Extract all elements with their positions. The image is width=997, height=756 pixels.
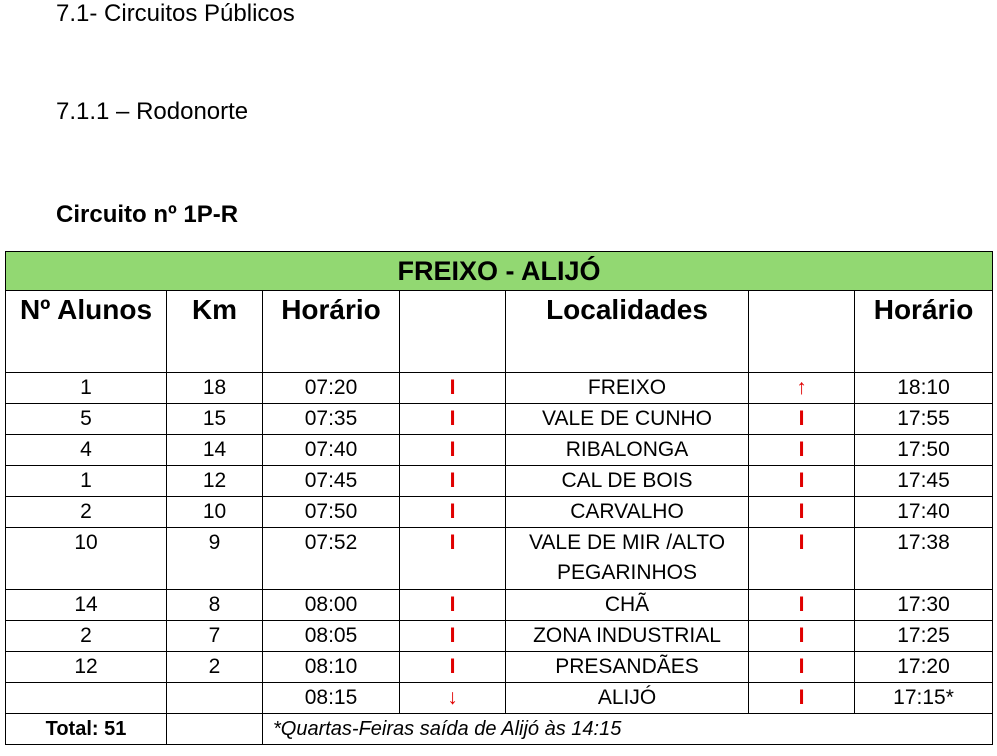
departure-time-cell: 07:35	[263, 404, 400, 435]
header-alunos: Nº Alunos	[6, 291, 167, 373]
departure-time-cell: 07:40	[263, 435, 400, 466]
alunos-cell: 2	[6, 621, 167, 652]
return-time-cell: 18:10	[855, 373, 993, 404]
alunos-cell: 12	[6, 652, 167, 683]
km-cell: 14	[167, 435, 263, 466]
km-cell: 9	[167, 528, 263, 590]
total-cell: Total: 51	[6, 714, 167, 745]
return-marker: I	[749, 528, 855, 590]
return-marker: I	[749, 497, 855, 528]
km-cell: 18	[167, 373, 263, 404]
header-blank-2	[749, 291, 855, 373]
locality-cell: CARVALHO	[506, 497, 749, 528]
table-row	[6, 683, 993, 714]
header-horario-volta: Horário	[855, 291, 993, 373]
km-cell: 15	[167, 404, 263, 435]
outbound-marker: I	[400, 373, 506, 404]
subsection-heading: 7.1.1 – Rodonorte	[56, 98, 249, 125]
km-cell: 2	[167, 652, 263, 683]
return-time-cell: 17:20	[855, 652, 993, 683]
circuit-heading: Circuito nº 1P-R	[56, 201, 239, 228]
table-row	[6, 652, 993, 683]
table-row	[6, 621, 993, 652]
outbound-marker: I	[400, 590, 506, 621]
locality-cell: CAL DE BOIS	[506, 466, 749, 497]
return-marker: I	[749, 435, 855, 466]
return-marker: I	[749, 652, 855, 683]
alunos-cell: 2	[6, 497, 167, 528]
return-time-cell: 17:55	[855, 404, 993, 435]
header-blank-1	[400, 291, 506, 373]
outbound-marker: I	[400, 652, 506, 683]
outbound-marker: I	[400, 404, 506, 435]
locality-cell: RIBALONGA	[506, 435, 749, 466]
return-time-cell: 17:25	[855, 621, 993, 652]
locality-cell: ALIJÓ	[506, 683, 749, 714]
outbound-marker: ↓	[400, 683, 506, 714]
table-row	[6, 435, 993, 466]
section-heading: 7.1- Circuitos Públicos	[56, 0, 295, 27]
locality-cell: ZONA INDUSTRIAL	[506, 621, 749, 652]
return-marker: I	[749, 466, 855, 497]
table-row	[6, 404, 993, 435]
km-cell: 10	[167, 497, 263, 528]
table-row	[6, 373, 993, 404]
table-row	[6, 466, 993, 497]
km-cell: 8	[167, 590, 263, 621]
return-time-cell: 17:45	[855, 466, 993, 497]
locality-cell: VALE DE MIR /ALTO PEGARINHOS	[506, 528, 749, 590]
locality-cell: VALE DE CUNHO	[506, 404, 749, 435]
km-cell	[167, 683, 263, 714]
outbound-marker: I	[400, 497, 506, 528]
footnote: *Quartas-Feiras saída de Alijó às 14:15	[263, 714, 993, 745]
return-time-cell: 17:40	[855, 497, 993, 528]
alunos-cell: 1	[6, 466, 167, 497]
route-title: FREIXO - ALIJÓ	[6, 252, 993, 291]
departure-time-cell: 08:15	[263, 683, 400, 714]
return-marker: I	[749, 621, 855, 652]
table-body	[6, 373, 993, 714]
alunos-cell: 10	[6, 528, 167, 590]
departure-time-cell: 08:05	[263, 621, 400, 652]
departure-time-cell: 07:45	[263, 466, 400, 497]
alunos-cell	[6, 683, 167, 714]
table-row	[6, 497, 993, 528]
outbound-marker: I	[400, 621, 506, 652]
header-horario-ida: Horário	[263, 291, 400, 373]
km-cell: 7	[167, 621, 263, 652]
locality-cell: CHÃ	[506, 590, 749, 621]
alunos-cell: 14	[6, 590, 167, 621]
alunos-cell: 1	[6, 373, 167, 404]
departure-time-cell: 07:50	[263, 497, 400, 528]
return-marker: I	[749, 404, 855, 435]
schedule-table	[5, 251, 993, 745]
return-marker: I	[749, 590, 855, 621]
departure-time-cell: 07:20	[263, 373, 400, 404]
return-time-cell: 17:30	[855, 590, 993, 621]
header-km: Km	[167, 291, 263, 373]
table-row	[6, 590, 993, 621]
outbound-marker: I	[400, 528, 506, 590]
table-row	[6, 528, 993, 590]
departure-time-cell: 08:10	[263, 652, 400, 683]
return-time-cell: 17:50	[855, 435, 993, 466]
km-cell: 12	[167, 466, 263, 497]
return-time-cell: 17:38	[855, 528, 993, 590]
outbound-marker: I	[400, 435, 506, 466]
return-time-cell: 17:15*	[855, 683, 993, 714]
alunos-cell: 4	[6, 435, 167, 466]
locality-cell: PRESANDÃES	[506, 652, 749, 683]
locality-cell: FREIXO	[506, 373, 749, 404]
departure-time-cell: 08:00	[263, 590, 400, 621]
return-marker: I	[749, 683, 855, 714]
alunos-cell: 5	[6, 404, 167, 435]
return-marker: ↑	[749, 373, 855, 404]
outbound-marker: I	[400, 466, 506, 497]
departure-time-cell: 07:52	[263, 528, 400, 590]
header-localidades: Localidades	[506, 291, 749, 373]
